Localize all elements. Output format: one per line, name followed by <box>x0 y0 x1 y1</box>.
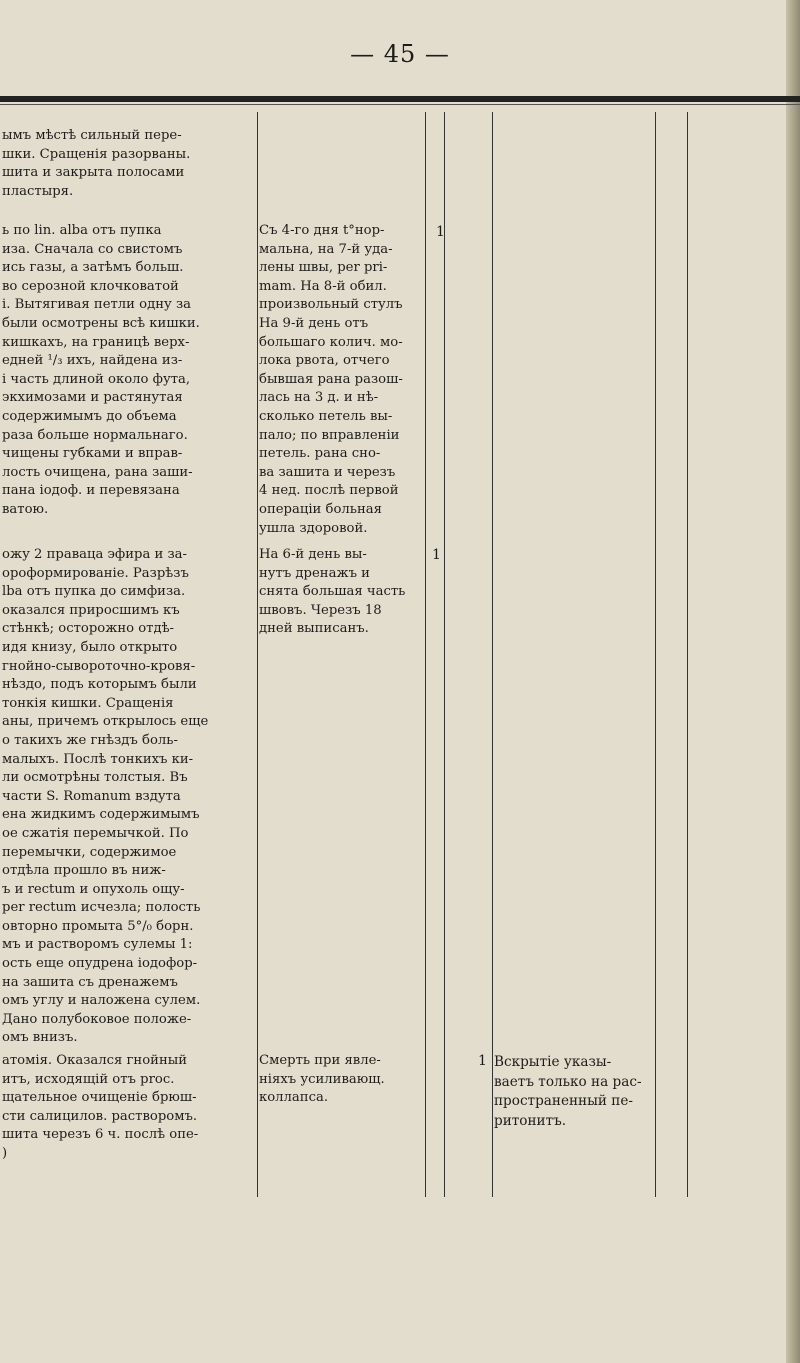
case-count: 1 <box>478 1053 487 1069</box>
course-cell <box>259 222 424 538</box>
text-line: малыхъ. Послѣ тонкихъ ки- <box>2 751 194 767</box>
text-line: щательное очищеніе брюш- <box>2 1090 197 1106</box>
text-line: лость очищена, рана заши- <box>2 464 193 480</box>
case-count: 1 <box>432 547 441 563</box>
column-divider <box>257 112 258 1197</box>
text-line: сти салицилов. растворомъ. <box>2 1108 198 1124</box>
text-line: атомія. Оказался гнойный <box>2 1053 188 1068</box>
text-line: mam. На 8-й обил. <box>259 278 387 294</box>
text-line: ымъ мѣстѣ сильный пере- <box>2 128 182 143</box>
text-line: пало; по вправленіи <box>259 427 400 443</box>
text-line: і часть длиной около фута, <box>2 371 191 387</box>
operation-cell <box>2 127 254 201</box>
text-line: ватою. <box>2 501 49 517</box>
text-line: Смерть при явле- <box>259 1053 381 1068</box>
text-line: пластыря. <box>2 183 74 199</box>
text-line: ожу 2 праваца эфира и за- <box>2 547 188 562</box>
text-line: тонкія кишки. Сращенія <box>2 695 174 711</box>
text-line: содержимымъ до объема <box>2 408 177 424</box>
text-line: ніяхъ усиливающ. <box>259 1071 385 1087</box>
text-line: ваетъ только на рас- <box>494 1073 642 1090</box>
text-line: пана іодоф. и перевязана <box>2 483 180 499</box>
text-line: отдѣла прошло въ ниж- <box>2 863 166 879</box>
text-line: ва зашита и черезъ <box>259 464 396 480</box>
operation-cell <box>2 1052 254 1164</box>
text-line: ) <box>2 1145 8 1161</box>
text-line: идя книзу, было открыто <box>2 639 178 655</box>
text-line: пространенный пе- <box>494 1093 634 1110</box>
column-divider <box>425 112 426 1197</box>
text-line: были осмотрены всѣ кишки. <box>2 315 200 331</box>
header-rule <box>0 96 800 102</box>
column-divider <box>687 112 688 1197</box>
text-line: На 6-й день вы- <box>259 547 367 562</box>
text-line: произвольный стулъ <box>259 297 403 313</box>
text-line: ись газы, а затѣмъ больш. <box>2 260 184 276</box>
text-line: ость еще опудрена іодофор- <box>2 956 198 972</box>
text-line: сколько петель вы- <box>259 408 393 424</box>
text-line: петель. рана сно- <box>259 446 381 462</box>
text-line: ритонитъ. <box>494 1112 567 1129</box>
text-line: ъ и rectum и опухоль ощу- <box>2 881 185 897</box>
column-divider <box>492 112 493 1197</box>
text-line: чищены губками и вправ- <box>2 446 183 462</box>
text-line: Вскрытіе указы- <box>494 1054 612 1070</box>
text-line: нѣздо, подъ которымъ были <box>2 677 197 693</box>
text-line: лока рвота, отчего <box>259 353 390 369</box>
text-line: ена жидкимъ содержимымъ <box>2 807 200 823</box>
text-line: омъ внизъ. <box>2 1030 78 1046</box>
text-line: операціи больная <box>259 501 382 517</box>
column-divider <box>444 112 445 1197</box>
text-line: мъ и растворомъ сулемы 1: <box>2 937 193 953</box>
text-line: ушла здоровой. <box>259 520 368 536</box>
text-line: per rectum исчезла; полость <box>2 900 201 916</box>
text-line: коллапса. <box>259 1090 329 1106</box>
course-cell <box>259 1052 424 1108</box>
text-line: Дано полубоковое положе- <box>2 1011 192 1027</box>
text-line: шита и закрыта полосами <box>2 165 185 181</box>
text-line: иза. Сначала со свистомъ <box>2 241 183 257</box>
text-line: аны, причемъ открылось еще <box>2 714 209 730</box>
text-line: ь по lin. alba отъ пупка <box>2 223 162 238</box>
text-line: на зашита съ дренажемъ <box>2 974 178 990</box>
text-line: овторно промыта 5°/₀ борн. <box>2 918 194 934</box>
text-line: стѣнкѣ; осторожно отдѣ- <box>2 621 175 637</box>
column-divider <box>655 112 656 1197</box>
text-line: Съ 4-го дня t°нор- <box>259 223 385 238</box>
text-line: кишкахъ, на границѣ верх- <box>2 334 190 350</box>
page-edge-shadow <box>786 0 800 1363</box>
text-line: 4 нед. послѣ первой <box>259 483 399 499</box>
text-line: шита черезъ 6 ч. послѣ опе- <box>2 1127 199 1143</box>
operation-cell <box>2 222 254 520</box>
text-line: На 9-й день отъ <box>259 315 369 331</box>
text-line: швовъ. Черезъ 18 <box>259 602 382 618</box>
case-count: 1 <box>436 224 445 240</box>
header-rule-thin <box>0 104 800 105</box>
text-line: шки. Сращенія разорваны. <box>2 146 191 162</box>
text-line: лась на 3 д. и нѣ- <box>259 390 379 406</box>
text-line: итъ, исходящій отъ prос. <box>2 1071 175 1087</box>
text-line: гнойно-сывороточно-кровя- <box>2 658 196 674</box>
text-line: большаго колич. мо- <box>259 334 403 350</box>
page-number: — 45 — <box>350 40 450 68</box>
text-line: едней ¹/₃ ихъ, найдена из- <box>2 353 183 369</box>
text-line: снята большая часть <box>259 584 406 600</box>
text-line: омъ углу и наложена сулем. <box>2 993 201 1009</box>
text-line: бывшая рана разош- <box>259 371 403 387</box>
course-cell <box>259 546 424 639</box>
text-line: і. Вытягивая петли одну за <box>2 297 192 313</box>
text-line: ли осмотрѣны толстыя. Въ <box>2 770 188 786</box>
note-cell <box>494 1053 654 1131</box>
text-line: о такихъ же гнѣздъ боль- <box>2 732 178 748</box>
text-line: дней выписанъ. <box>259 621 369 637</box>
text-line: лены швы, per pri- <box>259 260 388 276</box>
operation-cell <box>2 546 254 1048</box>
text-line: орoформированіе. Разрѣзъ <box>2 565 189 581</box>
text-line: мальна, на 7-й уда- <box>259 241 393 257</box>
text-line: во серозной клочковатой <box>2 278 179 294</box>
text-line: раза больше нормальнаго. <box>2 427 188 443</box>
text-line: части S. Romanum вздута <box>2 788 181 804</box>
text-line: оказался приросшимъ къ <box>2 602 180 618</box>
text-line: lba отъ пупка до симфиза. <box>2 584 186 600</box>
text-line: перемычки, содержимое <box>2 844 177 860</box>
text-line: экхимозами и растянутая <box>2 390 183 406</box>
text-line: ое сжатія перемычкой. По <box>2 825 189 841</box>
text-line: нутъ дренажъ и <box>259 565 370 581</box>
